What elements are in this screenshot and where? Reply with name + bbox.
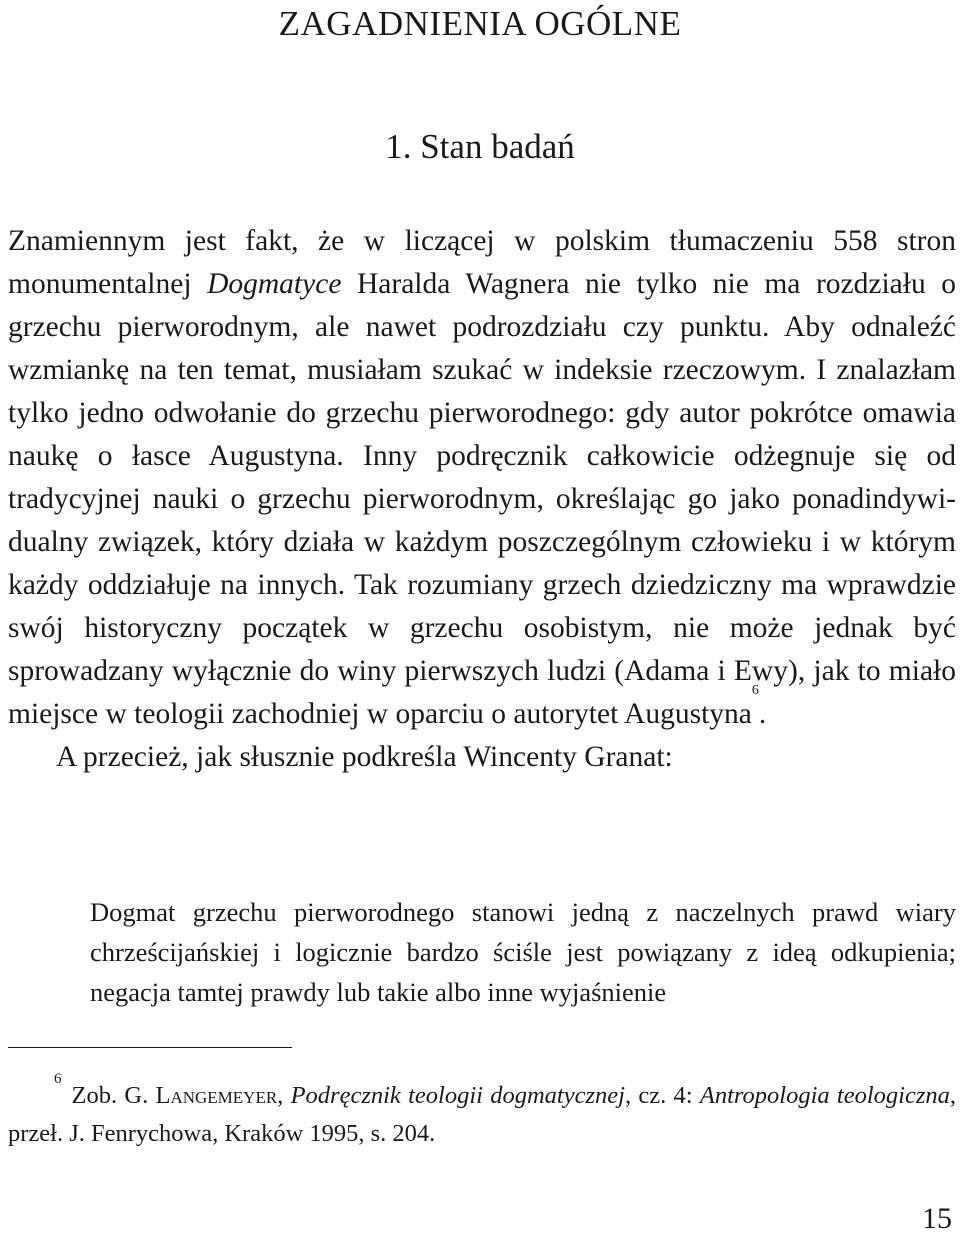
paragraph-2: A przecież, jak słusznie podkreśla Wincenty Granat:	[56, 741, 673, 773]
footnote-middle: , cz. 4:	[624, 1082, 700, 1109]
paragraph-1	[8, 220, 956, 736]
block-quote: Dogmat grzechu pierworodnego stanowi jedną z naczelnych prawd wiary chrześcijańskiej i logicznie bardzo ściśle jest powiązany z ideą odkupienia; negacja tamtej prawdy lub takie albo inne wyjaśnienie	[90, 897, 956, 1007]
footnote-book-title: Podręcznik teologii dogmatycznej	[290, 1082, 625, 1109]
footnote-prefix: Zob. G.	[71, 1082, 156, 1109]
paragraph-1-text-b: Haralda Wagnera nie tylko nie ma rozdziału o grzechu pierworodnym, ale nawet podrozdziału czy punktu. Aby odnaleźć wzmiankę na ten temat, musiałam szukać w indeksie rzeczowym. I znalazłam tylko jedno odwołanie do grzechu pierworodnego: gdy autor pokrótce omawia naukę o łasce Augustyna. Inny podręcznik całkowicie odżegnuje się od tradycyjnej nauki o grzechu pierworodnym, określając go jako ponadindywidualny związek, który działa w każdym poszczególnym człowieku i w którym każdy oddziałuje na innych. Tak rozumiany grzech dziedziczny ma wprawdzie swój historyczny początek w grzechu osobistym, nie może jednak być sprowadzany wyłącznie do winy pierwszych ludzi (Adama i Ewy), jak to miało miejsce w teologii zachodniej w oparciu o autorytet Augustyna	[8, 268, 957, 730]
section-title: 1. Stan badań	[385, 127, 575, 166]
footnote-suffix: , przeł. J. Fenrychowa, Kraków 1995, s. 204.	[8, 1082, 957, 1147]
running-head: ZAGADNIENIA OGÓLNE	[278, 4, 682, 43]
paragraph-1-text-c: .	[758, 698, 767, 730]
footnote-6	[8, 1071, 957, 1153]
footnote-reference[interactable]: 6	[751, 683, 759, 698]
book-title-italic: Dogmatyce	[207, 268, 342, 300]
footnote-part-title: Antropologia teologiczna	[699, 1082, 950, 1109]
footnotes	[8, 1071, 957, 1153]
footnote-number: 6	[54, 1071, 62, 1087]
paragraph-1-text-a: Znamiennym jest fakt, że w liczącej w polskim tłumaczeniu 558 stron monumentalnej	[8, 225, 956, 300]
page-number: 15	[922, 1202, 952, 1235]
footnote-divider	[8, 1047, 292, 1048]
body-text	[8, 220, 956, 779]
footnote-comma: ,	[277, 1082, 291, 1109]
footnote-author: Langemeyer	[155, 1082, 278, 1109]
